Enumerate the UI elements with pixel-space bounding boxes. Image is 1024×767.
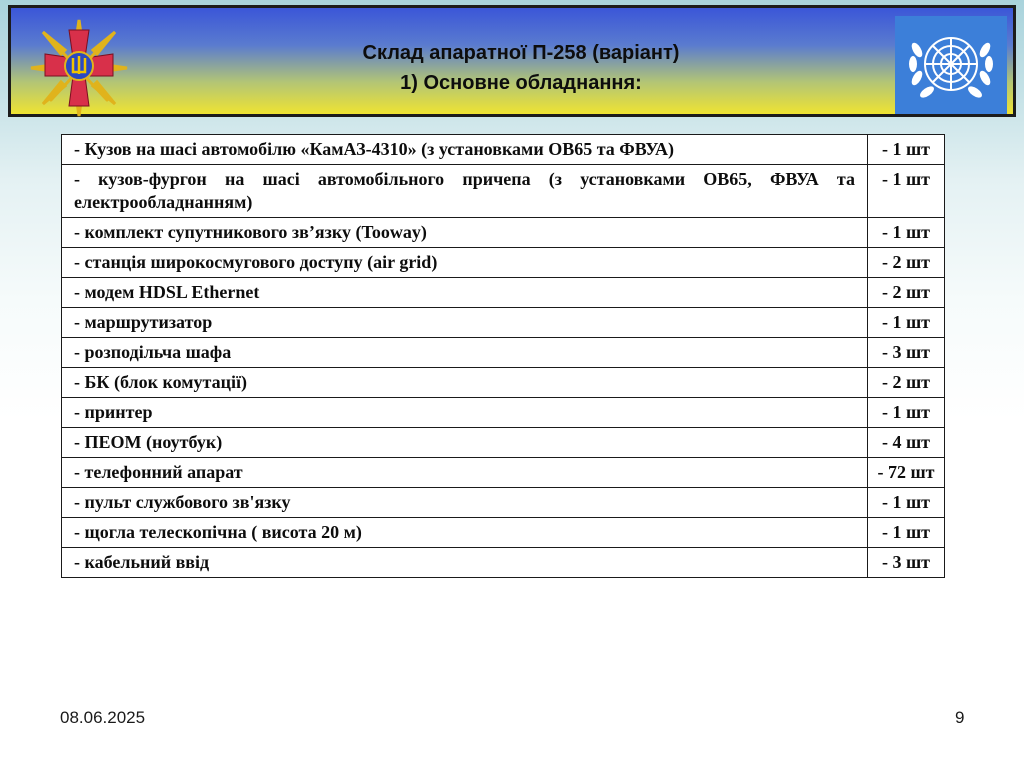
equipment-item-cell: - пульт службового зв'язку	[62, 488, 868, 518]
equipment-item-cell: - маршрутизатор	[62, 308, 868, 338]
table-row	[62, 518, 945, 548]
equipment-quantity-cell: - 1 шт	[868, 488, 945, 518]
equipment-quantity-cell: - 1 шт	[868, 518, 945, 548]
equipment-quantity-cell: - 1 шт	[868, 398, 945, 428]
equipment-item-cell: - ПЕОМ (ноутбук)	[62, 428, 868, 458]
slide-date: 08.06.2025	[60, 708, 146, 727]
table-row	[62, 165, 945, 218]
equipment-item-cell: - станція широкосмугового доступу (air grid)	[62, 248, 868, 278]
table-row	[62, 398, 945, 428]
equipment-quantity-cell: - 2 шт	[868, 248, 945, 278]
title-line-2: 1) Основне обладнання:	[400, 72, 642, 94]
equipment-quantity-cell: - 2 шт	[868, 278, 945, 308]
table-row	[62, 308, 945, 338]
slide-page-number: 9	[955, 708, 965, 727]
equipment-quantity-cell: - 2 шт	[868, 368, 945, 398]
equipment-item-cell: - комплект супутникового зв’язку (Tooway)	[62, 218, 868, 248]
table-row	[62, 548, 945, 578]
equipment-quantity-cell: - 1 шт	[868, 308, 945, 338]
equipment-item-cell: - БК (блок комутації)	[62, 368, 868, 398]
table-row	[62, 458, 945, 488]
table-row	[62, 218, 945, 248]
equipment-item-cell: - розподільча шафа	[62, 338, 868, 368]
table-row	[62, 278, 945, 308]
equipment-item-cell: - кузов-фургон на шасі автомобільного причепа (з установками ОВ65, ФВУА та електрообладнанням)	[62, 165, 868, 218]
equipment-quantity-cell: - 1 шт	[868, 165, 945, 218]
equipment-quantity-cell: - 4 шт	[868, 428, 945, 458]
equipment-quantity-cell: - 3 шт	[868, 548, 945, 578]
equipment-item-cell: - кабельний ввід	[62, 548, 868, 578]
slide-header	[8, 5, 1016, 117]
title-line-1: Склад апаратної П-258 (варіант)	[362, 42, 680, 64]
united-nations-emblem-icon	[903, 20, 999, 110]
equipment-table	[61, 134, 945, 578]
table-row	[62, 338, 945, 368]
equipment-item-cell: - Кузов на шасі автомобілю «КамАЗ-4310» (з установками ОВ65 та ФВУА)	[62, 135, 868, 165]
equipment-item-cell: - щогла телескопічна ( висота 20 м)	[62, 518, 868, 548]
table-row	[62, 488, 945, 518]
equipment-quantity-cell: - 1 шт	[868, 135, 945, 165]
table-row	[62, 428, 945, 458]
equipment-item-cell: - телефонний апарат	[62, 458, 868, 488]
slide-title	[161, 38, 881, 98]
un-logo	[895, 16, 1007, 114]
equipment-quantity-cell: - 1 шт	[868, 218, 945, 248]
armed-forces-emblem-icon	[29, 18, 129, 118]
table-row	[62, 368, 945, 398]
equipment-quantity-cell: - 3 шт	[868, 338, 945, 368]
table-row	[62, 248, 945, 278]
table-row	[62, 135, 945, 165]
equipment-item-cell: - принтер	[62, 398, 868, 428]
equipment-item-cell: - модем HDSL Ethernet	[62, 278, 868, 308]
equipment-quantity-cell: - 72 шт	[868, 458, 945, 488]
